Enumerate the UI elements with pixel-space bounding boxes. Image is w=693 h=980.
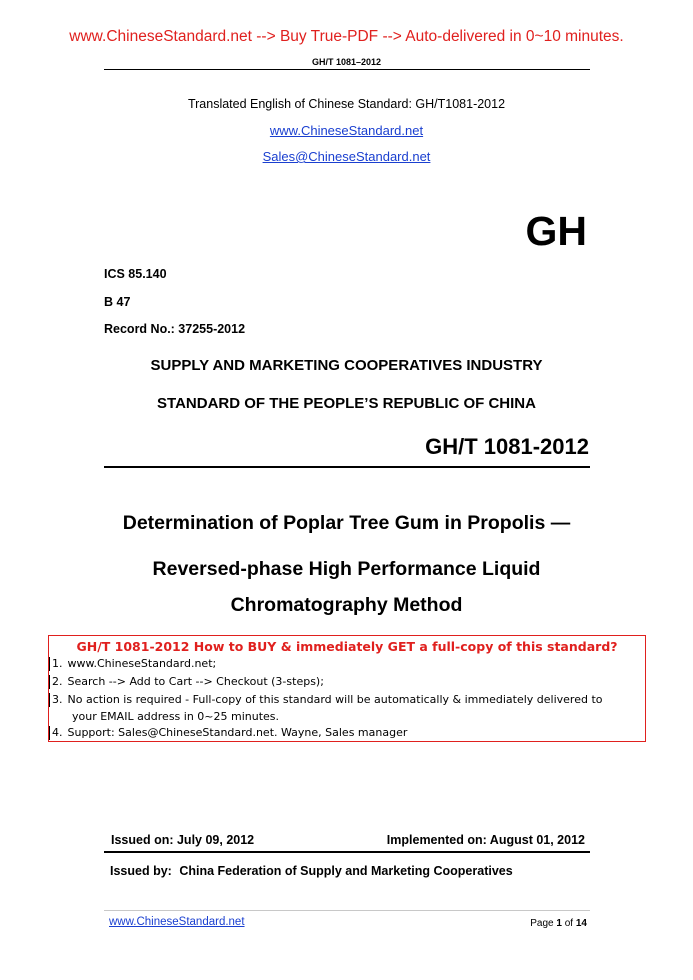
purchase-heading: GH/T 1081-2012 How to BUY & immediately GET a full-copy of this standard?: [76, 639, 618, 654]
purchase-info-box: [48, 635, 646, 742]
promo-banner[interactable]: www.ChineseStandard.net --> Buy True-PDF --> Auto-delivered in 0~10 minutes.: [69, 28, 624, 45]
issuer-name: China Federation of Supply and Marketing Cooperatives: [179, 864, 513, 878]
org-line-2: STANDARD OF THE PEOPLE’S REPUBLIC OF CHINA: [157, 395, 536, 412]
record-number: Record No.: 37255-2012: [104, 322, 246, 336]
standard-code: GH: [525, 208, 587, 254]
title-line-1: Determination of Poplar Tree Gum in Propolis —: [122, 512, 571, 534]
purchase-step-text: Support: Sales@ChineseStandard.net. Wayne, Sales manager: [67, 726, 408, 739]
title-line-2: Reversed-phase High Performance Liquid: [152, 558, 541, 580]
implemented-date: Implemented on: August 01, 2012: [386, 833, 585, 847]
site-link-wrap: [0, 123, 693, 138]
footer-site-link[interactable]: www.ChineseStandard.net: [109, 916, 245, 928]
purchase-step-text: Search --> Add to Cart --> Checkout (3-steps);: [67, 675, 324, 688]
purchase-step-text: No action is required - Full-copy of this standard will be automatically & immediately delivered to: [67, 693, 603, 706]
title-line-3: Chromatography Method: [230, 594, 463, 616]
running-header: GH/T 1081–2012: [311, 57, 382, 67]
purchase-step: 4. Support: Sales@ChineseStandard.net. Wayne, Sales manager: [49, 726, 407, 740]
purchase-step-continued: your EMAIL address in 0~25 minutes.: [72, 710, 280, 723]
header-rule: [104, 69, 590, 70]
issuer-label: Issued by:: [110, 864, 172, 878]
footer-rule: [104, 910, 590, 911]
purchase-step: 2. Search --> Add to Cart --> Checkout (3-steps);: [49, 675, 324, 689]
org-line-1: SUPPLY AND MARKETING COOPERATIVES INDUSTRY: [150, 357, 543, 374]
ics-code: ICS 85.140: [104, 267, 167, 281]
page-current: 1: [556, 918, 562, 929]
page-total: 14: [575, 918, 587, 929]
standard-number-rule: [104, 466, 590, 468]
classification-code: B 47: [104, 295, 131, 309]
issued-date: Issued on: July 09, 2012: [111, 833, 255, 847]
issue-rule: [104, 851, 590, 853]
site-link[interactable]: www.ChineseStandard.net: [269, 123, 424, 138]
purchase-step: 3. No action is required - Full-copy of this standard will be automatically & immediately delivered to: [49, 693, 603, 707]
issuer-line: [110, 864, 513, 878]
email-link-wrap: [0, 149, 693, 164]
email-link[interactable]: Sales@ChineseStandard.net: [262, 149, 431, 164]
purchase-step: 1. www.ChineseStandard.net;: [49, 657, 216, 671]
page-number: Page 1 of 14: [530, 918, 587, 929]
standard-number: GH/T 1081-2012: [425, 434, 589, 459]
translation-notice: Translated English of Chinese Standard: GH/T1081-2012: [187, 97, 506, 111]
footer-link-wrap: [109, 916, 245, 928]
purchase-step-text[interactable]: www.ChineseStandard.net;: [67, 657, 217, 670]
